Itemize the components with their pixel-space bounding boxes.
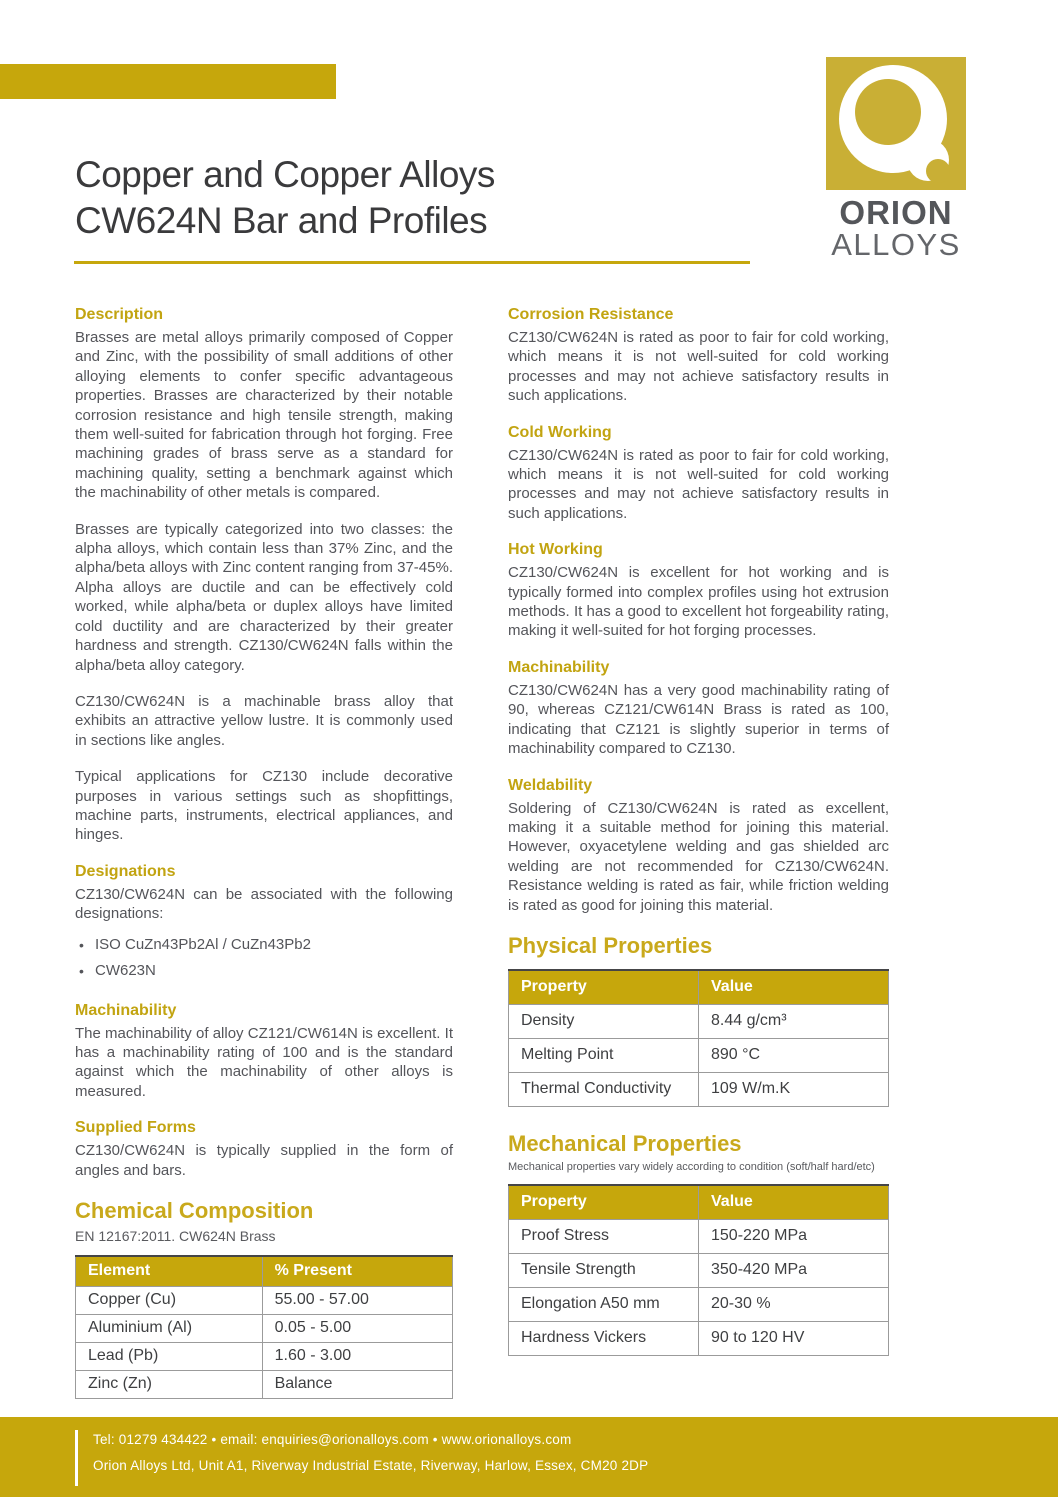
value-cell: 90 to 120 HV [699,1321,889,1355]
description-paragraph-4: Typical applications for CZ130 include decorative purposes in various settings such as shopfittings, machine parts, instruments, electrical appliances, and hinges. [75,768,453,844]
cold-working-paragraph: CZ130/CW624N is rated as poor to fair for cold working, which means it is not well-suited for cold working processes and may not achieve satisfactory results in such applications. [508,446,889,522]
section-heading-hot-working: Hot Working [508,541,603,559]
table-row [76,1315,453,1343]
page-title-line1: Copper and Copper Alloys [75,154,495,195]
value-cell: 890 °C [699,1038,889,1072]
page-footer [0,1417,1058,1497]
footer-address-line: Orion Alloys Ltd, Unit A1, Riverway Industrial Estate, Riverway, Harlow, Essex, CM20 2DP [93,1458,649,1473]
value-cell: 8.44 g/cm³ [699,1004,889,1038]
mechanical-properties-table [508,1184,889,1356]
section-heading-corrosion-resistance: Corrosion Resistance [508,306,674,323]
element-cell: Copper (Cu) [76,1287,263,1315]
property-cell: Density [509,1004,699,1038]
gold-accent-bar [0,64,336,99]
page-title [75,152,775,244]
section-heading-cold-working: Cold Working [508,423,612,441]
section-heading-machinability-left: Machinability [75,1001,177,1019]
corrosion-resistance-paragraph: CZ130/CW624N is rated as poor to fair for cold working, which means it is not well-suited for cold working processes and may not achieve satisfactory results in such applications. [508,329,889,405]
section-heading-chemical-composition: Chemical Composition [75,1198,314,1223]
description-paragraph-2: Brasses are typically categorized into two classes: the alpha alloys, which contain less than 37% Zinc, and the alpha/beta alloys with Zinc content ranging from 37-45%. Alpha alloys are ductile and can be effectively cold worked, while alpha/beta or duplex alloys have limited cold ductility and are characterized by their greater hardness and strength. CZ130/CW624N falls within the alpha/beta alloy category. [75,520,453,674]
section-heading-designations: Designations [75,862,176,880]
left-column [75,305,453,1399]
page-title-line2: CW624N Bar and Profiles [75,200,488,241]
description-paragraph-1: Brasses are metal alloys primarily composed of Copper and Zinc, with the possibility of small additions of other alloying elements to confer specific advantageous properties. Brasses are characterized by their notable corrosion resistance and high tensile strength, making them well-suited for fabrication through hot forging. Free machining grades of brass serve as a standard for machining quality, setting a benchmark against which the machinability of other metals is compared. [75,329,453,502]
section-heading-weldability: Weldability [508,776,593,794]
section-heading-physical-properties: Physical Properties [508,932,713,958]
logo-wordmark-orion: ORION [839,194,953,231]
table-row [509,1004,889,1038]
table-row [509,1287,889,1321]
element-cell: Zinc (Zn) [76,1371,263,1399]
table-row [76,1371,453,1399]
section-heading-mechanical-properties: Mechanical Properties [508,1130,742,1156]
element-cell: Lead (Pb) [76,1343,263,1371]
chemical-composition-table [75,1255,453,1399]
column-header-element: Element [76,1256,263,1287]
table-row [509,1038,889,1072]
table-header-row [509,1185,889,1220]
designation-item: • CW623N [78,958,453,984]
property-cell: Tensile Strength [509,1253,699,1287]
value-cell: 20-30 % [699,1287,889,1321]
designations-intro: CZ130/CW624N can be associated with the following designations: [75,885,453,923]
mechanical-properties-subtitle: Mechanical properties vary widely according to condition (soft/half hard/etc) [508,1160,875,1173]
footer-divider-bar [75,1430,78,1486]
table-row [509,1072,889,1106]
machinability-left-paragraph: The machinability of alloy CZ121/CW614N is excellent. It has a machinability rating of 100 and is the standard against which the machinability of other alloys is measured. [75,1024,453,1100]
value-cell: 1.60 - 3.00 [262,1343,452,1371]
table-row [76,1343,453,1371]
weldability-paragraph: Soldering of CZ130/CW624N is rated as excellent, making it a suitable method for joining this material. However, oxyacetylene welding and gas shielded arc welding are not recommended for CZ130/CW624N. Resistance welding is rated as fair, while friction welding is rated as good for joining this material. [508,799,889,914]
value-cell: 0.05 - 5.00 [262,1315,452,1343]
column-header-percent-present: % Present [262,1256,452,1287]
value-cell: 350-420 MPa [699,1253,889,1287]
right-column [508,305,889,1356]
column-header-property: Property [509,1185,699,1220]
table-header-row [76,1256,453,1287]
column-header-value: Value [699,1185,889,1220]
property-cell: Melting Point [509,1038,699,1072]
hot-working-paragraph: CZ130/CW624N is excellent for hot working and is typically formed into complex profiles using hot extrusion methods. It has a good to excellent hot forgeability rating, making it well-suited for hot forging processes. [508,564,889,640]
table-row [509,1253,889,1287]
value-cell: 55.00 - 57.00 [262,1287,452,1315]
value-cell: 109 W/m.K [699,1072,889,1106]
logo-wordmark-alloys: ALLOYS [831,227,961,262]
title-underline-rule [74,261,750,264]
physical-properties-table [508,969,889,1107]
footer-contact-block [93,1431,648,1474]
column-header-value: Value [699,970,889,1005]
section-heading-machinability-right: Machinability [508,658,610,676]
chemical-composition-subtitle: EN 12167:2011. CW624N Brass [75,1228,276,1244]
table-row [509,1219,889,1253]
orion-alloys-logo [826,57,966,261]
section-heading-supplied-forms: Supplied Forms [75,1119,196,1137]
table-row [76,1287,453,1315]
machinability-right-paragraph: CZ130/CW624N has a very good machinability rating of 90, whereas CZ121/CW614N Brass is rated as 100, indicating that CZ121 is slightly superior in terms of machinability compared to CZ130. [508,681,889,758]
section-heading-description: Description [75,306,164,323]
designations-list [78,932,453,984]
column-header-property: Property [509,970,699,1005]
property-cell: Elongation A50 mm [509,1287,699,1321]
orion-q-mark-icon [826,57,966,190]
designation-item: • ISO CuZn43Pb2Al / CuZn43Pb2 [78,932,453,958]
property-cell: Hardness Vickers [509,1321,699,1355]
footer-contact-line: Tel: 01279 434422 • email: enquiries@orionalloys.com • www.orionalloys.com [93,1432,572,1447]
description-paragraph-3: CZ130/CW624N is a machinable brass alloy that exhibits an attractive yellow lustre. It is commonly used in sections like angles. [75,692,453,749]
table-row [509,1321,889,1355]
supplied-forms-paragraph: CZ130/CW624N is typically supplied in the form of angles and bars. [75,1142,453,1179]
property-cell: Thermal Conductivity [509,1072,699,1106]
property-cell: Proof Stress [509,1219,699,1253]
value-cell: Balance [262,1371,452,1399]
value-cell: 150-220 MPa [699,1219,889,1253]
table-header-row [509,970,889,1005]
element-cell: Aluminium (Al) [76,1315,263,1343]
